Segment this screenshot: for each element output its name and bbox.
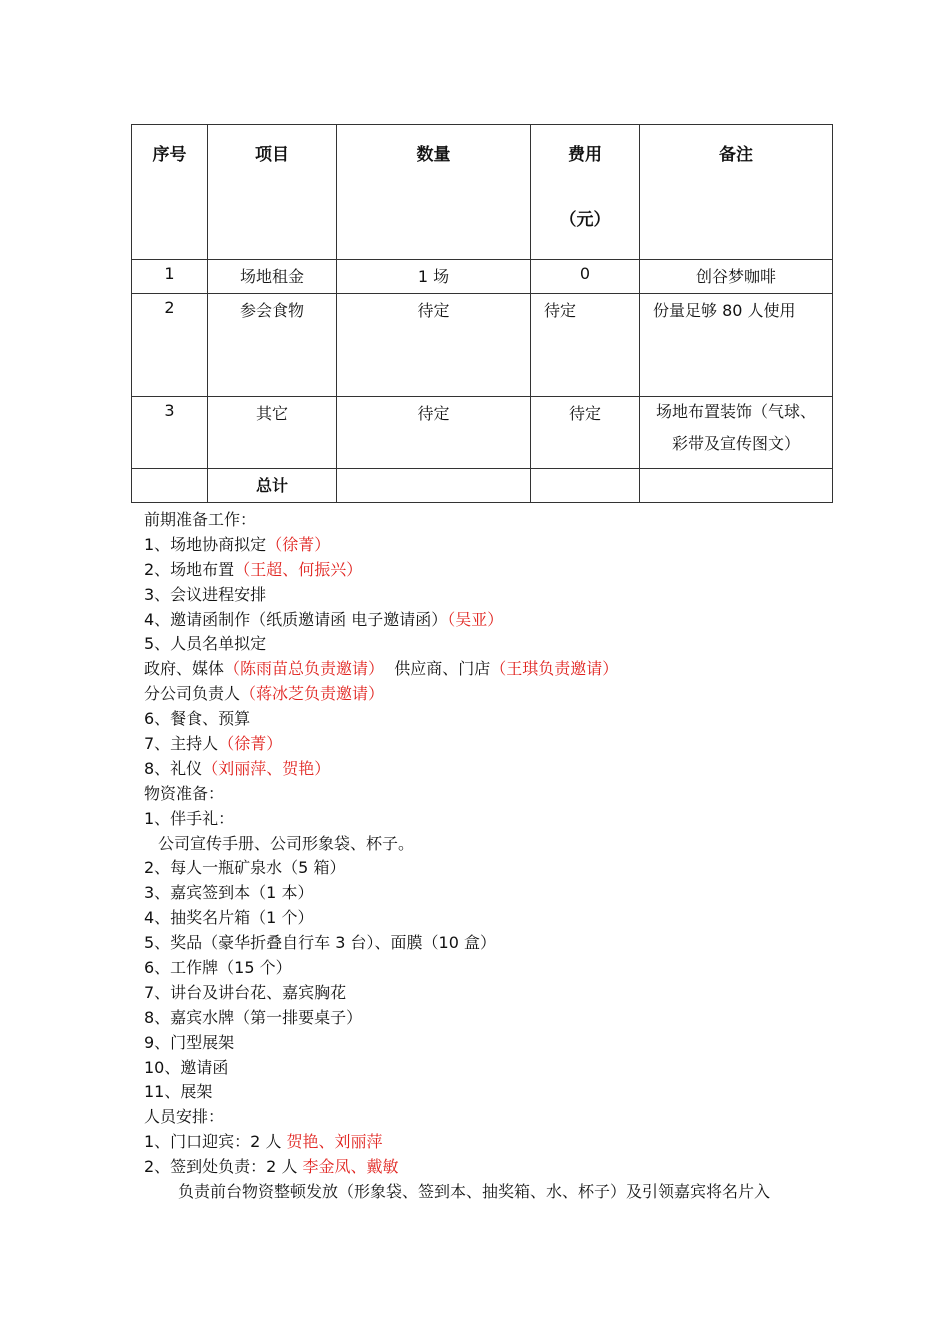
cell-no: 3 — [164, 401, 175, 420]
cell-qty: 待定 — [417, 301, 450, 320]
table-total-row — [132, 469, 833, 503]
list-item: 5、人员名单拟定 — [144, 634, 267, 654]
header-note: 备注 — [640, 125, 833, 260]
cell-note-line2: 彩带及宣传图文） — [671, 434, 800, 453]
list-item: 8、嘉宾水牌（第一排要桌子） — [144, 1007, 363, 1027]
cell-cost: 待定 — [568, 404, 601, 423]
list-item: 1、伴手礼： — [144, 808, 235, 828]
list-item: 6、餐食、预算 — [144, 709, 251, 729]
cell-note: 创谷梦咖啡 — [695, 267, 776, 286]
list-item: 9、门型展架 — [144, 1032, 235, 1052]
total-label: 总计 — [255, 476, 288, 495]
list-item: 11、展架 — [144, 1082, 213, 1102]
list-item: 7、讲台及讲台花、嘉宾胸花 — [144, 982, 347, 1002]
cell-qty: 1 场 — [417, 267, 450, 286]
list-item: 10、邀请函 — [144, 1057, 229, 1077]
staff-title: 人员安排： — [144, 1107, 225, 1127]
cell-item: 参会食物 — [239, 301, 304, 320]
list-item: 7、主持人（徐菁） — [144, 734, 283, 754]
cell-note: 份量足够 80 人使用 — [653, 301, 796, 320]
cell-cost: 待定 — [544, 301, 577, 320]
list-item: 5、奖品（豪华折叠自行车 3 台）、面膜（10 盒） — [144, 933, 496, 953]
list-item: 3、会议进程安排 — [144, 584, 267, 604]
table-row — [132, 294, 833, 397]
cell-cost: 0 — [579, 264, 591, 283]
header-no: 序号 — [132, 125, 208, 260]
cell-qty: 待定 — [417, 404, 450, 423]
table-header-row — [132, 125, 833, 260]
staff-detail: 负责前台物资整顿发放（形象袋、签到本、抽奖箱、水、杯子）及引领嘉宾将名片入 — [178, 1182, 771, 1202]
gift-detail: 公司宣传手册、公司形象袋、杯子。 — [158, 833, 415, 853]
list-item: 2、场地布置（王超、何振兴） — [144, 559, 363, 579]
prep-title: 前期准备工作： — [144, 510, 257, 529]
list-item: 2、每人一瓶矿泉水（5 箱） — [144, 858, 346, 878]
header-item: 项目 — [208, 125, 337, 260]
list-item: 政府、媒体（陈雨苗总负责邀请） 供应商、门店（王琪负责邀请） — [144, 659, 619, 679]
cell-no: 1 — [164, 264, 175, 283]
table-row — [132, 260, 833, 294]
list-item: 3、嘉宾签到本（1 本） — [144, 883, 314, 903]
cell-item: 其它 — [255, 404, 288, 423]
materials-title: 物资准备： — [144, 783, 225, 803]
list-item: 分公司负责人（蒋冰芝负责邀请） — [144, 684, 385, 704]
table-row — [132, 397, 833, 469]
list-item: 1、场地协商拟定（徐菁） — [144, 534, 331, 554]
list-item: 1、门口迎宾：2 人 贺艳、刘丽萍 — [144, 1132, 383, 1152]
budget-table — [131, 124, 833, 503]
list-item: 4、抽奖名片箱（1 个） — [144, 908, 314, 928]
list-item: 8、礼仪（刘丽萍、贺艳） — [144, 758, 331, 778]
list-item: 6、工作牌（15 个） — [144, 958, 292, 978]
document-body — [144, 508, 844, 1205]
cell-item: 场地租金 — [239, 267, 304, 286]
cell-note-line1: 场地布置装饰（气球、 — [655, 402, 816, 421]
list-item: 4、邀请函制作（纸质邀请函 电子邀请函）（吴亚） — [144, 609, 504, 629]
cell-no: 2 — [164, 298, 175, 317]
list-item: 2、签到处负责：2 人 李金凤、戴敏 — [144, 1157, 399, 1177]
header-cost: 费用 （元） — [531, 125, 640, 260]
header-qty: 数量 — [337, 125, 531, 260]
